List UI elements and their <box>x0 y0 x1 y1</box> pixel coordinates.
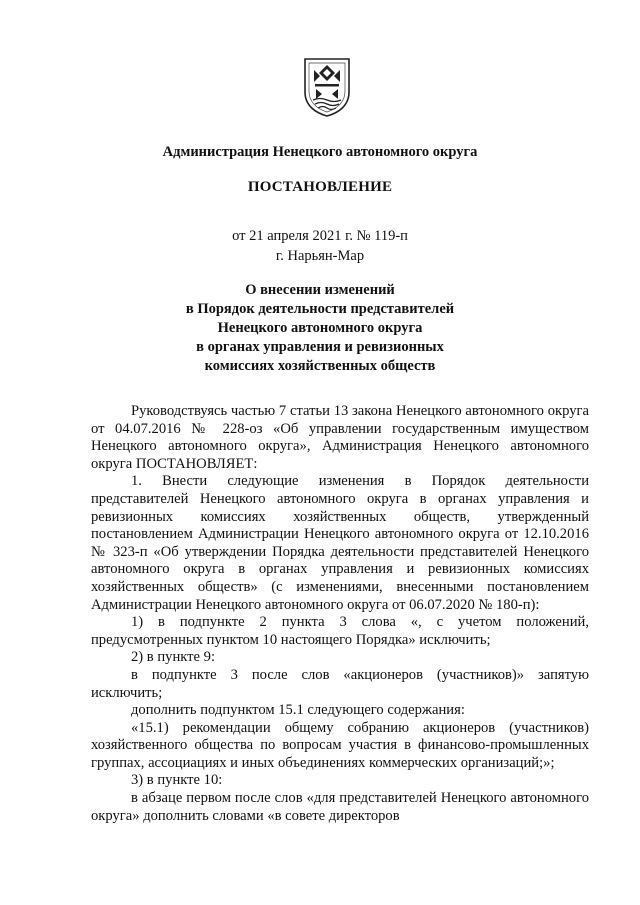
paragraph: 3) в пункте 10: <box>131 772 223 789</box>
title-line: Ненецкого автономного округа <box>217 320 423 336</box>
title-line: в органах управления и ревизионных <box>196 339 444 355</box>
paragraph: в подпункте 3 после слов «акционеров (участников)» запятую исключить; <box>91 666 589 701</box>
title-line: комиссиях хозяйственных обществ <box>204 358 436 374</box>
paragraph: «15.1) рекомендации общему собранию акционеров (участников) хозяйственного общества по вопросам участия в финансово-промышленных группах, ассоциациях и иных объединениях коммерческих организаций;»; <box>91 719 589 771</box>
paragraph: Руководствуясь частью 7 статьи 13 закона Ненецкого автономного округа от 04.07.2016 № 228-оз «Об управлении государственным имуществом Ненецкого автономного округа», Администрация Ненецкого автономного округа ПОСТАНОВЛЯЕТ: <box>91 403 589 472</box>
paragraph: в абзаце первом после слов «для представителей Ненецкого автономного округа» дополнить словами «в совете директоров <box>91 790 589 824</box>
document-body <box>91 403 589 825</box>
date-number: от 21 апреля 2021 г. № 119-п <box>232 228 408 244</box>
organization-name: Администрация Ненецкого автономного округа <box>162 144 478 160</box>
document-title <box>0 281 640 376</box>
coat-of-arms-icon <box>302 56 352 118</box>
document-type: ПОСТАНОВЛЕНИЕ <box>247 179 393 195</box>
paragraph: 1. Внести следующие изменения в Порядок деятельности представителей Ненецкого автономного округа в органах управления и ревизионных комиссиях хозяйственных обществ, утвержденный постановлением Администрации Ненецкого автономного округа от 12.10.2016 № 323-п «Об утверждении Порядка деятельности представителей Ненецкого автономного округа в органах управления и ревизионных комиссиях хозяйственных обществ» (с изменениями, внесенными постановлением Администрации Ненецкого автономного округа от 06.07.2020 № 180-п): <box>91 473 589 613</box>
city: г. Нарьян-Мар <box>275 248 365 264</box>
paragraph: дополнить подпунктом 15.1 следующего содержания: <box>131 702 465 719</box>
date-number-block <box>0 226 640 266</box>
paragraph: 1) в подпункте 2 пункта 3 слова «, с учетом положений, предусмотренных пунктом 10 настоящего Порядка» исключить; <box>91 614 589 648</box>
paragraph: 2) в пункте 9: <box>131 649 216 666</box>
title-line: О внесении изменений <box>245 282 395 298</box>
title-line: в Порядок деятельности представителей <box>185 301 455 317</box>
